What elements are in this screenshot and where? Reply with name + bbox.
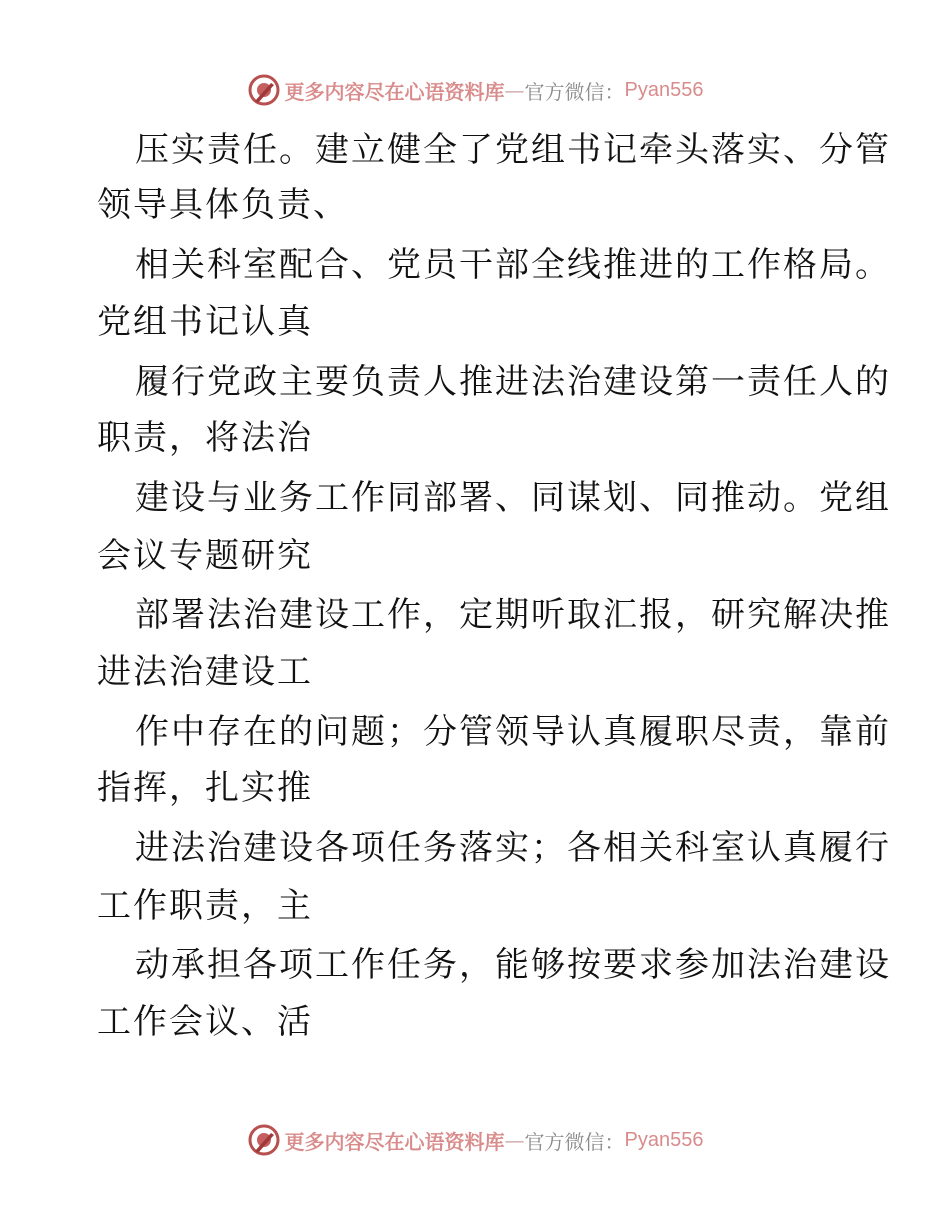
header-watermark-banner (0, 70, 950, 110)
body-line: 压实责任。建立健全了党组书记牵头落实、分管 (135, 130, 891, 170)
body-line: 领导具体负责、 (97, 185, 349, 225)
banner-title: 更多内容尽在心语资料库 (284, 1129, 505, 1154)
body-line: 动承担各项工作任务，能够按要求参加法治建设 (135, 945, 891, 985)
body-line: 履行党政主要负责人推进法治建设第一责任人的 (135, 362, 891, 402)
banner-dash: — (504, 78, 525, 102)
body-line: 职责，将法治 (97, 418, 313, 458)
banner-account: Pyan556 (624, 78, 704, 101)
body-line: 部署法治建设工作，定期听取汇报，研究解决推 (135, 595, 891, 635)
body-line: 进法治建设各项任务落实；各相关科室认真履行 (135, 828, 891, 868)
body-line: 建设与业务工作同部署、同谋划、同推动。党组 (135, 478, 891, 518)
body-line: 工作职责，主 (97, 886, 313, 926)
banner-title: 更多内容尽在心语资料库 (284, 79, 505, 104)
body-line: 指挥，扎实推 (97, 768, 313, 808)
banner-dash: — (504, 1128, 525, 1152)
banner-wechat-label: 官方微信： (524, 79, 625, 104)
footer-watermark-banner (0, 1120, 950, 1160)
banner-account: Pyan556 (624, 1128, 704, 1151)
body-line: 党组书记认真 (97, 302, 313, 342)
body-line: 工作会议、活 (97, 1002, 313, 1042)
body-line: 进法治建设工 (97, 652, 313, 692)
body-line: 会议专题研究 (97, 536, 313, 576)
body-line: 作中存在的问题；分管领导认真履职尽责，靠前 (135, 712, 891, 752)
body-line: 相关科室配合、党员干部全线推进的工作格局。 (135, 245, 891, 285)
brand-logo-icon (247, 73, 281, 107)
brand-logo-icon (247, 1123, 281, 1157)
banner-wechat-label: 官方微信： (524, 1129, 625, 1154)
